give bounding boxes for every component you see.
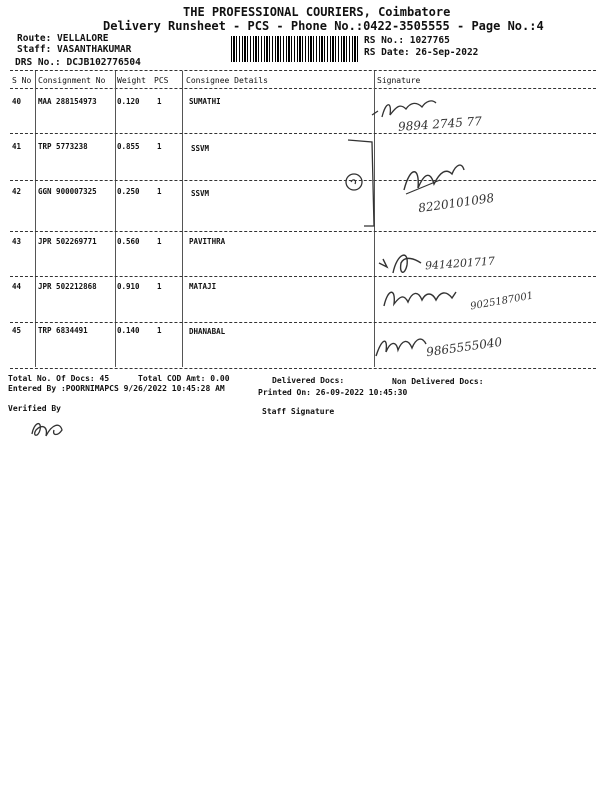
col-header-consignment: Consignment No <box>38 76 106 85</box>
row-consignee: SSVM <box>191 189 210 198</box>
row-consignee: SSVM <box>191 144 210 153</box>
row-pcs: 1 <box>157 326 162 335</box>
row-consignment: JPR 502269771 <box>38 237 97 246</box>
verified-by-label: Verified By <box>8 404 61 413</box>
entered-by: Entered By :POORNIMAPCS 9/26/2022 10:45:28 AM <box>8 384 225 393</box>
bracket-mark <box>330 138 390 228</box>
row-sno: 43 <box>12 237 22 246</box>
drs-number: DRS No.: DCJB102776504 <box>15 57 141 68</box>
row-consignment: GGN 900007325 <box>38 187 97 196</box>
total-cod: Total COD Amt: 0.00 <box>138 374 230 383</box>
col-header-weight: Weight <box>117 76 146 85</box>
row-consignee: SUMATHI <box>189 97 221 106</box>
row-separator <box>10 322 596 323</box>
row-pcs: 1 <box>157 142 162 151</box>
row-pcs: 1 <box>157 187 162 196</box>
signature-row-40 <box>370 95 450 125</box>
col-header-signature: Signature <box>377 76 421 85</box>
table-top-rule <box>10 70 596 71</box>
handwritten-phone: 9894 2745 77 <box>397 114 483 134</box>
row-weight: 0.560 <box>117 237 140 246</box>
row-separator <box>10 133 596 134</box>
signature-row-42 <box>400 160 470 200</box>
col-header-pcs: PCS <box>154 76 169 85</box>
row-consignee: PAVITHRA <box>189 237 226 246</box>
row-consignee: MATAJI <box>189 282 217 291</box>
row-pcs: 1 <box>157 237 162 246</box>
row-separator <box>10 231 596 232</box>
row-pcs: 1 <box>157 97 162 106</box>
row-weight: 0.140 <box>117 326 140 335</box>
signature-row-45 <box>372 330 432 362</box>
row-sno: 41 <box>12 142 22 151</box>
delivered-docs: Delivered Docs: <box>272 376 345 385</box>
row-consignee: DHANABAL <box>189 327 226 336</box>
staff-signature-label: Staff Signature <box>262 407 335 416</box>
route-label: Route: VELLALORE <box>17 33 109 44</box>
printed-on: Printed On: 26-09-2022 10:45:30 <box>258 388 408 397</box>
row-sno: 40 <box>12 97 22 106</box>
row-sno: 45 <box>12 326 22 335</box>
handwritten-phone: 9414201717 <box>424 254 496 273</box>
table-header-rule <box>10 88 596 89</box>
row-consignment: TRP 5773238 <box>38 142 88 151</box>
signature-row-44 <box>380 282 470 312</box>
total-docs: Total No. Of Docs: 45 <box>8 374 110 383</box>
row-weight: 0.855 <box>117 142 140 151</box>
row-separator <box>10 180 596 181</box>
row-weight: 0.910 <box>117 282 140 291</box>
handwritten-phone: 8220101098 <box>417 190 495 216</box>
row-consignment: JPR 502212868 <box>38 282 97 291</box>
table-bottom-rule <box>10 368 596 369</box>
handwritten-phone: 9865555040 <box>425 334 503 360</box>
row-weight: 0.120 <box>117 97 140 106</box>
rs-date: RS Date: 26-Sep-2022 <box>364 47 479 58</box>
runsheet-subtitle: Delivery Runsheet - PCS - Phone No.:0422-3505555 - Page No.:4 <box>103 19 544 33</box>
rs-number: RS No.: 1027765 <box>364 35 450 46</box>
handwritten-phone: 9025187001 <box>469 290 535 313</box>
barcode-image <box>231 36 359 62</box>
row-separator <box>10 276 596 277</box>
col-header-sno: S No <box>12 76 32 85</box>
signature-row-43 <box>375 245 435 280</box>
col-header-consignee: Consignee Details <box>186 76 268 85</box>
verifier-signature <box>28 416 68 442</box>
row-pcs: 1 <box>157 282 162 291</box>
row-sno: 44 <box>12 282 22 291</box>
row-consignment: MAA 288154973 <box>38 97 97 106</box>
row-consignment: TRP 6834491 <box>38 326 88 335</box>
row-weight: 0.250 <box>117 187 140 196</box>
non-delivered-docs: Non Delivered Docs: <box>392 377 484 386</box>
company-title: THE PROFESSIONAL COURIERS, Coimbatore <box>183 5 451 19</box>
staff-label: Staff: VASANTHAKUMAR <box>17 44 132 55</box>
row-sno: 42 <box>12 187 22 196</box>
